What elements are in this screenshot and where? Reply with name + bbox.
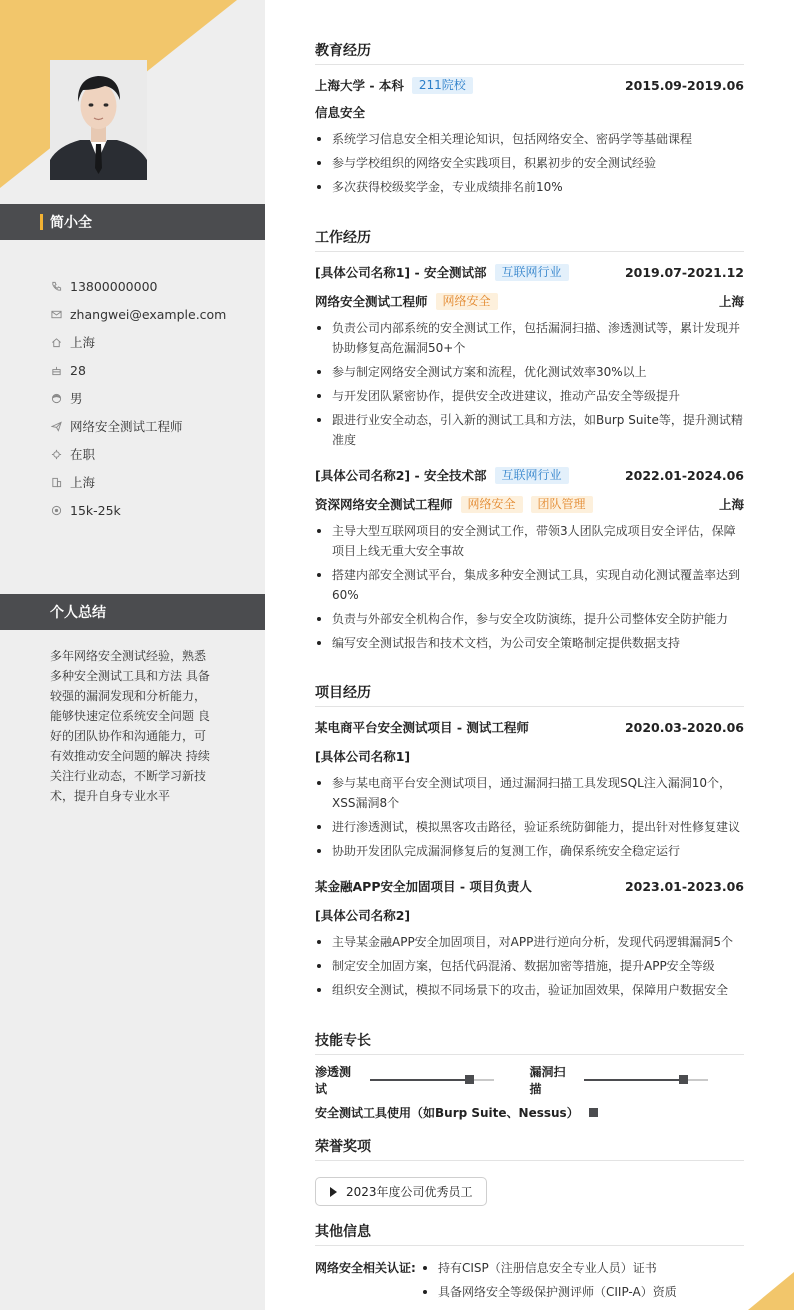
skills-section bbox=[315, 1030, 744, 1123]
building-icon bbox=[50, 476, 62, 488]
corner-decoration-bottom bbox=[748, 1272, 794, 1310]
job-2-bullets bbox=[315, 521, 744, 653]
info-gender bbox=[50, 384, 260, 412]
salary-icon bbox=[50, 504, 62, 516]
skill-extra-marker bbox=[589, 1108, 598, 1117]
list-item: 持有CISP（注册信息安全专业人员）证书 bbox=[421, 1258, 677, 1278]
info-city-text: 上海 bbox=[70, 475, 96, 490]
list-item: 协助开发团队完成漏洞修复后的复测工作，确保系统安全稳定运行 bbox=[315, 841, 744, 861]
mail-icon bbox=[50, 308, 62, 320]
project-2-bullets bbox=[315, 932, 744, 1000]
info-status bbox=[50, 440, 260, 468]
list-item: 具备网络安全等级保护测评师（CIIP-A）资质 bbox=[421, 1282, 677, 1302]
info-email-text: zhangwei@example.com bbox=[70, 306, 227, 322]
skill-level-fill bbox=[584, 1079, 683, 1081]
name-accent bbox=[40, 214, 43, 230]
list-item: 参与学校组织的网络安全实践项目，积累初步的安全测试经验 bbox=[315, 153, 744, 173]
project-2-company: [具体公司名称2] bbox=[315, 908, 411, 923]
name-bar bbox=[0, 204, 265, 240]
section-title-other: 其他信息 bbox=[315, 1221, 744, 1246]
job-1-city: 上海 bbox=[718, 294, 744, 309]
list-item: 制定安全加固方案，包括代码混淆、数据加密等措施，提升APP安全等级 bbox=[315, 956, 744, 976]
info-age-text: 28 bbox=[70, 362, 86, 378]
list-item: 负责公司内部系统的安全测试工作，包括漏洞扫描、渗透测试等，累计发现并协助修复高危漏洞50+个 bbox=[315, 318, 744, 358]
education-bullets bbox=[315, 129, 744, 197]
work-section bbox=[315, 227, 744, 653]
job-1-header bbox=[315, 263, 744, 281]
skill-level-knob bbox=[679, 1075, 688, 1084]
section-title-projects: 项目经历 bbox=[315, 682, 744, 707]
list-item: 多次获得校级奖学金，专业成绩排名前10% bbox=[315, 177, 744, 197]
info-salary-text: 15k-25k bbox=[70, 502, 121, 518]
list-item: 跟进行业安全动态，引入新的测试工具和方法，如Burp Suite等，提升测试精准度 bbox=[315, 410, 744, 450]
section-title-skills: 技能专长 bbox=[315, 1030, 744, 1055]
awards-section bbox=[315, 1136, 744, 1206]
info-location bbox=[50, 328, 260, 356]
project-1-name: 某电商平台安全测试项目 - 测试工程师 bbox=[315, 720, 529, 735]
job-1-bullets bbox=[315, 318, 744, 450]
skill-level-fill bbox=[370, 1079, 469, 1081]
education-section bbox=[315, 40, 744, 197]
cert-bullets bbox=[421, 1258, 677, 1302]
job-2-company: [具体公司名称2] - 安全技术部 bbox=[315, 468, 487, 483]
job-2-header bbox=[315, 466, 744, 484]
cert-row bbox=[315, 1258, 744, 1302]
info-position-text: 网络安全测试工程师 bbox=[70, 419, 183, 434]
list-item: 主导大型互联网项目的安全测试工作，带领3人团队完成项目安全评估，保障项目上线无重大安全事故 bbox=[315, 521, 744, 561]
project-1-bullets bbox=[315, 773, 744, 861]
info-email bbox=[50, 300, 260, 328]
cert-label: 网络安全相关认证: bbox=[315, 1261, 416, 1275]
list-item: 参与制定网络安全测试方案和流程，优化测试效率30%以上 bbox=[315, 362, 744, 382]
status-icon bbox=[50, 448, 62, 460]
info-location-text: 上海 bbox=[70, 335, 96, 350]
job-1-position: 网络安全测试工程师 bbox=[315, 294, 428, 309]
project-1-header bbox=[315, 718, 744, 736]
school-name: 上海大学 - 本科 bbox=[315, 78, 404, 93]
list-item: 主导某金融APP安全加固项目，对APP进行逆向分析，发现代码逻辑漏洞5个 bbox=[315, 932, 744, 952]
list-item: 编写安全测试报告和技术文档，为公司安全策略制定提供数据支持 bbox=[315, 633, 744, 653]
skill-label: 渗透测试 bbox=[315, 1065, 352, 1096]
school-tag: 211院校 bbox=[412, 77, 473, 94]
project-2-name: 某金融APP安全加固项目 - 项目负责人 bbox=[315, 879, 532, 894]
info-city bbox=[50, 468, 260, 496]
info-age bbox=[50, 356, 260, 384]
job-2-position: 资深网络安全测试工程师 bbox=[315, 497, 453, 512]
other-section bbox=[315, 1221, 744, 1302]
home-icon bbox=[50, 336, 62, 348]
award-text: 2023年度公司优秀员工 bbox=[346, 1185, 473, 1199]
list-item: 系统学习信息安全相关理论知识，包括网络安全、密码学等基础课程 bbox=[315, 129, 744, 149]
skill-label: 漏洞扫描 bbox=[529, 1065, 566, 1096]
education-date: 2015.09-2019.06 bbox=[624, 77, 744, 93]
info-salary bbox=[50, 496, 260, 524]
projects-section bbox=[315, 682, 744, 1000]
skills-row bbox=[315, 1065, 744, 1096]
skill-level-knob bbox=[465, 1075, 474, 1084]
info-gender-text: 男 bbox=[70, 391, 83, 406]
job-1-skill-tag: 网络安全 bbox=[436, 293, 498, 310]
phone-icon bbox=[50, 280, 62, 292]
play-icon bbox=[330, 1187, 337, 1197]
skill-item bbox=[530, 1063, 709, 1097]
project-1-date: 2020.03-2020.06 bbox=[624, 719, 744, 735]
skill-extra-row bbox=[315, 1101, 744, 1123]
list-item: 进行渗透测试，模拟黑客攻击路径，验证系统防御能力，提出针对性修复建议 bbox=[315, 817, 744, 837]
award-item[interactable] bbox=[315, 1177, 487, 1206]
list-item: 组织安全测试，模拟不同场景下的攻击，验证加固效果，保障用户数据安全 bbox=[315, 980, 744, 1000]
job-1-company: [具体公司名称1] - 安全测试部 bbox=[315, 265, 487, 280]
job-2-city: 上海 bbox=[718, 497, 744, 512]
info-phone bbox=[50, 272, 260, 300]
info-position bbox=[50, 412, 260, 440]
avatar bbox=[50, 60, 147, 180]
skill-extra-label: 安全测试工具使用（如Burp Suite、Nessus） bbox=[315, 1105, 579, 1120]
sidebar bbox=[0, 0, 265, 1310]
gender-icon bbox=[50, 392, 62, 404]
project-2-date: 2023.01-2023.06 bbox=[624, 878, 744, 894]
section-title-awards: 荣誉奖项 bbox=[315, 1136, 744, 1161]
job-2-date: 2022.01-2024.06 bbox=[624, 467, 744, 483]
job-2-skill-tag: 网络安全 bbox=[461, 496, 523, 513]
major: 信息安全 bbox=[315, 105, 366, 120]
info-phone-text: 13800000000 bbox=[70, 278, 158, 294]
send-icon bbox=[50, 420, 62, 432]
section-title-work: 工作经历 bbox=[315, 227, 744, 252]
contact-info-list bbox=[50, 272, 260, 524]
job-2-industry-tag: 互联网行业 bbox=[495, 467, 569, 484]
profile-photo bbox=[50, 60, 147, 180]
job-2-skill-tag: 团队管理 bbox=[531, 496, 593, 513]
candidate-name: 简小全 bbox=[50, 215, 92, 231]
education-header bbox=[315, 76, 744, 94]
list-item: 搭建内部安全测试平台，集成多种安全测试工具，实现自动化测试覆盖率达到60% bbox=[315, 565, 744, 605]
project-1-company: [具体公司名称1] bbox=[315, 749, 411, 764]
job-1-industry-tag: 互联网行业 bbox=[495, 264, 569, 281]
job-2-position-row bbox=[315, 495, 744, 513]
section-title-education: 教育经历 bbox=[315, 40, 744, 65]
summary-title: 个人总结 bbox=[0, 594, 265, 630]
skill-level-bar bbox=[584, 1079, 708, 1081]
list-item: 负责与外部安全机构合作，参与安全攻防演练，提升公司整体安全防护能力 bbox=[315, 609, 744, 629]
job-1-date: 2019.07-2021.12 bbox=[624, 264, 744, 280]
info-status-text: 在职 bbox=[70, 447, 96, 462]
list-item: 与开发团队紧密协作，提供安全改进建议，推动产品安全等级提升 bbox=[315, 386, 744, 406]
skill-item bbox=[315, 1063, 494, 1097]
skill-level-bar bbox=[370, 1079, 494, 1081]
summary-text: 多年网络安全测试经验，熟悉多种安全测试工具和方法 具备较强的漏洞发现和分析能力，能够快速定位系统安全问题 良好的团队协作和沟通能力，可有效推动安全问题的解决 持续关注行业动态，不断学习新技术，提升自身专业水平 bbox=[50, 649, 210, 803]
list-item: 参与某电商平台安全测试项目，通过漏洞扫描工具发现SQL注入漏洞10个，XSS漏洞8个 bbox=[315, 773, 744, 813]
job-1-position-row bbox=[315, 292, 744, 310]
project-2-header bbox=[315, 877, 744, 895]
cake-icon bbox=[50, 364, 62, 376]
